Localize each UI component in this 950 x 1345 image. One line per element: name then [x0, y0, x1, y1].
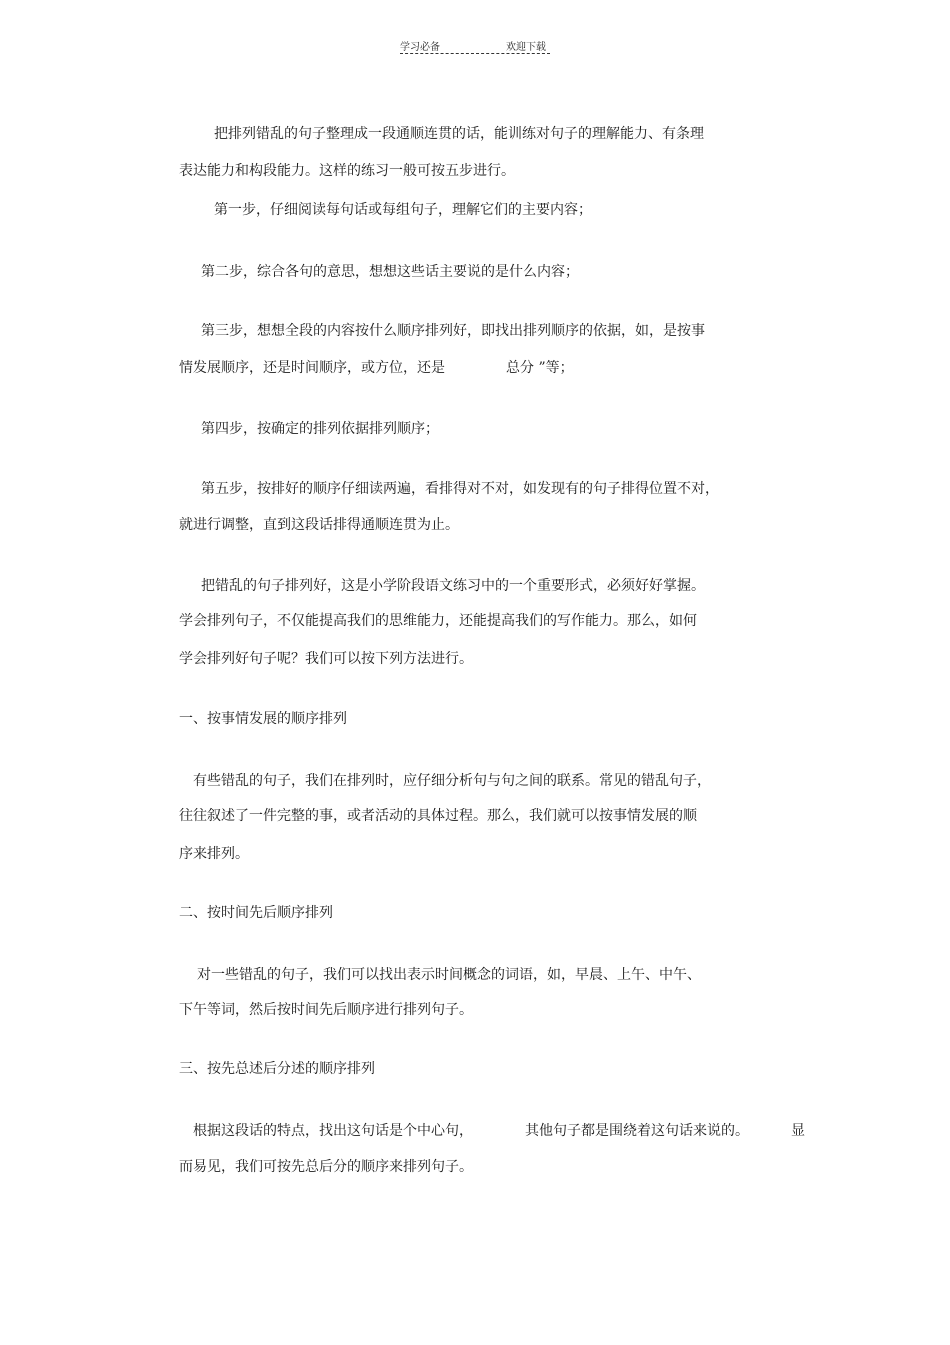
paragraph-line: 总分 ”等；	[506, 360, 574, 376]
paragraph-line: 第一步，仔细阅读每句话或每组句子，理解它们的主要内容；	[214, 202, 592, 218]
paragraph-line: 学会排列好句子呢？我们可以按下列方法进行。	[179, 651, 473, 667]
paragraph-line: 对一些错乱的句子，我们可以找出表示时间概念的词语，如，早晨、上午、中午、	[197, 967, 701, 983]
paragraph-line: 把排列错乱的句子整理成一段通顺连贯的话，能训练对句子的理解能力、有条理	[214, 126, 704, 142]
section-heading: 一、按事情发展的顺序排列	[179, 711, 347, 727]
paragraph-line: 第四步，按确定的排列依据排列顺序；	[201, 421, 439, 437]
page-header	[400, 38, 550, 58]
header-divider	[400, 53, 550, 54]
section-heading: 三、按先总述后分述的顺序排列	[179, 1061, 375, 1077]
paragraph-line: 就进行调整，直到这段话排得通顺连贯为止。	[179, 517, 459, 533]
paragraph-line: 有些错乱的句子，我们在排列时，应仔细分析句与句之间的联系。常见的错乱句子，	[193, 773, 711, 789]
paragraph-line: 往往叙述了一件完整的事，或者活动的具体过程。那么，我们就可以按事情发展的顺	[179, 808, 697, 824]
paragraph-line: 情发展顺序，还是时间顺序，或方位，还是	[179, 360, 445, 376]
paragraph-line: 其他句子都是围绕着这句话来说的。	[525, 1123, 749, 1139]
paragraph-line: 把错乱的句子排列好，这是小学阶段语文练习中的一个重要形式，必须好好掌握。	[201, 578, 705, 594]
header-left-text: 学习必备	[400, 42, 440, 53]
header-right-text: 欢迎下载	[506, 42, 546, 53]
paragraph-line: 学会排列句子，不仅能提高我们的思维能力，还能提高我们的写作能力。那么，如何	[179, 613, 697, 629]
paragraph-line: 显	[791, 1123, 805, 1139]
paragraph-line: 序来排列。	[179, 846, 249, 862]
paragraph-line: 表达能力和构段能力。这样的练习一般可按五步进行。	[179, 163, 515, 179]
paragraph-line: 第五步，按排好的顺序仔细读两遍，看排得对不对，如发现有的句子排得位置不对，	[201, 481, 719, 497]
paragraph-line: 下午等词，然后按时间先后顺序进行排列句子。	[179, 1002, 473, 1018]
paragraph-line: 第三步，想想全段的内容按什么顺序排列好，即找出排列顺序的依据，如，是按事	[201, 323, 705, 339]
paragraph-line: 而易见，我们可按先总后分的顺序来排列句子。	[179, 1159, 473, 1175]
paragraph-line: 第二步，综合各句的意思，想想这些话主要说的是什么内容；	[201, 264, 579, 280]
paragraph-line: 根据这段话的特点，找出这句话是个中心句，	[193, 1123, 473, 1139]
section-heading: 二、按时间先后顺序排列	[179, 905, 333, 921]
